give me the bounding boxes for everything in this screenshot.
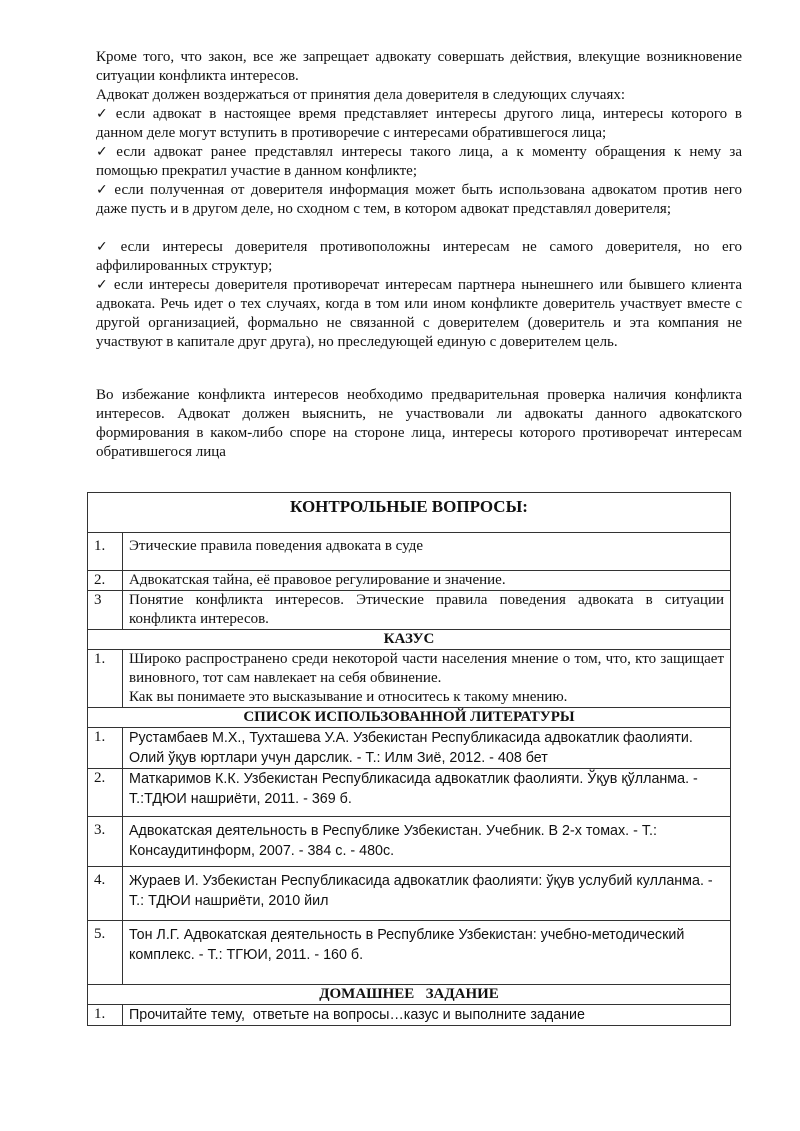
casus-title: КАЗУС: [88, 630, 731, 650]
literature-item: Рустамбаев М.Х., Тухташева У.А. Узбекистан Республикасида адвокатлик фаолияти. Олий ўқув юртлари учун дарслик. - Т.: Илм Зиё, 2012. - 408 бет: [123, 728, 731, 769]
casus-statement: Широко распространено среди некоторой части населения мнение о том, что, кто защищает виновного, тот сам навлекает на себя обвинение.: [129, 651, 724, 686]
row-number: 2.: [88, 769, 123, 817]
table-row: [88, 769, 731, 817]
row-number: 3.: [88, 817, 123, 867]
literature-title: СПИСОК ИСПОЛЬЗОВАННОЙ ЛИТЕРАТУРЫ: [88, 708, 731, 728]
check-item-4: [96, 238, 742, 276]
row-number: 1.: [88, 650, 123, 708]
intro-paragraph-1: Кроме того, что закон, все же запрещает адвокату совершать действия, влекущие возникновение ситуации конфликта интересов.: [96, 49, 742, 84]
row-number: 5.: [88, 921, 123, 985]
row-number: 4.: [88, 867, 123, 921]
literature-item: Жураев И. Узбекистан Республикасида адвокатлик фаолияти: ўқув услубий кулланма. - Т.: ТДЮИ нашриёти, 2010 йил: [123, 867, 731, 921]
check-item-1: [96, 105, 742, 143]
questions-table: [87, 492, 731, 1026]
row-number: 1.: [88, 1005, 123, 1026]
check-item-2: [96, 143, 742, 181]
literature-item: Адвокатская деятельность в Республике Узбекистан. Учебник. В 2-х томах. - Т.: Консаудитинформ, 2007. - 384 с. - 480с.: [123, 817, 731, 867]
table-row: [88, 591, 731, 630]
checkmark-icon: ✓: [96, 277, 110, 293]
check-item-3: [96, 181, 742, 219]
casus-text: [123, 650, 731, 708]
literature-item: Тон Л.Г. Адвокатская деятельность в Республике Узбекистан: учебно-методический комплекс. - Т.: ТГЮИ, 2011. - 160 б.: [123, 921, 731, 985]
table-row: [88, 533, 731, 571]
table-row: [88, 1005, 731, 1026]
casus-question: Как вы понимаете это высказывание и относитесь к такому мнению.: [129, 689, 568, 705]
intro-paragraph-3: Во избежание конфликта интересов необходимо предварительная проверка наличия конфликта интересов. Адвокат должен выяснить, не участвовали ли адвокаты данного адвокатского формирования в каком-либо споре на стороне лица, интересы которого противоречат интересам обратившегося лица: [96, 387, 742, 460]
check-item-text: если полученная от доверителя информация может быть использована адвокатом против него даже пусть и в другом деле, но сходном с тем, в котором адвокат представлял доверителя;: [96, 182, 743, 217]
question-text: Адвокатская тайна, её правовое регулирование и значение.: [123, 571, 731, 591]
check-item-text: если интересы доверителя противоречат интересам партнера нынешнего или бывшего клиента адвоката. Речь идет о тех случаях, когда в том или ином конфликте доверитель участвует вместе с другой организацией, формально не связанной с доверителем (доверитель и эта компания не участвуют в капитале друг друга), но преследующей единую с доверителем цель.: [96, 277, 743, 350]
check-item-text: если интересы доверителя противоположны интересам не самого доверителя, но его аффилированных структур;: [96, 239, 742, 274]
row-number: 1.: [88, 533, 123, 571]
homework-text: Прочитайте тему, ответьте на вопросы…казус и выполните задание: [123, 1005, 731, 1026]
row-number: 1.: [88, 728, 123, 769]
question-text: Понятие конфликта интересов. Этические правила поведения адвоката в ситуации конфликта интересов.: [123, 591, 731, 630]
question-text: Этические правила поведения адвоката в суде: [123, 533, 731, 571]
table-row: [88, 867, 731, 921]
table-row: [88, 650, 731, 708]
check-item-5: [96, 276, 742, 352]
check-item-text: если адвокат в настоящее время представляет интересы другого лица, интересы которого в данном деле могут вступить в противоречие с интересами обратившегося лица;: [96, 106, 742, 141]
table-row: [88, 571, 731, 591]
homework-title: ДОМАШНЕЕ ЗАДАНИЕ: [88, 985, 731, 1005]
checkmark-icon: ✓: [96, 182, 111, 198]
table-row: [88, 817, 731, 867]
intro-paragraph-2: Адвокат должен воздержаться от принятия дела доверителя в следующих случаях:: [96, 87, 626, 103]
table-row: [88, 921, 731, 985]
row-number: 3: [88, 591, 123, 630]
literature-item: Маткаримов К.К. Узбекистан Республикасида адвокатлик фаолияти. Ўқув қўлланма. - Т.:ТДЮИ нашриёти, 2011. - 369 б.: [123, 769, 731, 817]
checkmark-icon: ✓: [96, 239, 117, 255]
table-row: [88, 728, 731, 769]
check-item-text: если адвокат ранее представлял интересы такого лица, а к моменту обращения к нему за помощью прекратил участие в данном конфликте;: [96, 144, 742, 179]
checkmark-icon: ✓: [96, 144, 113, 160]
checkmark-icon: ✓: [96, 106, 112, 122]
control-questions-title: КОНТРОЛЬНЫЕ ВОПРОСЫ:: [88, 493, 731, 533]
row-number: 2.: [88, 571, 123, 591]
